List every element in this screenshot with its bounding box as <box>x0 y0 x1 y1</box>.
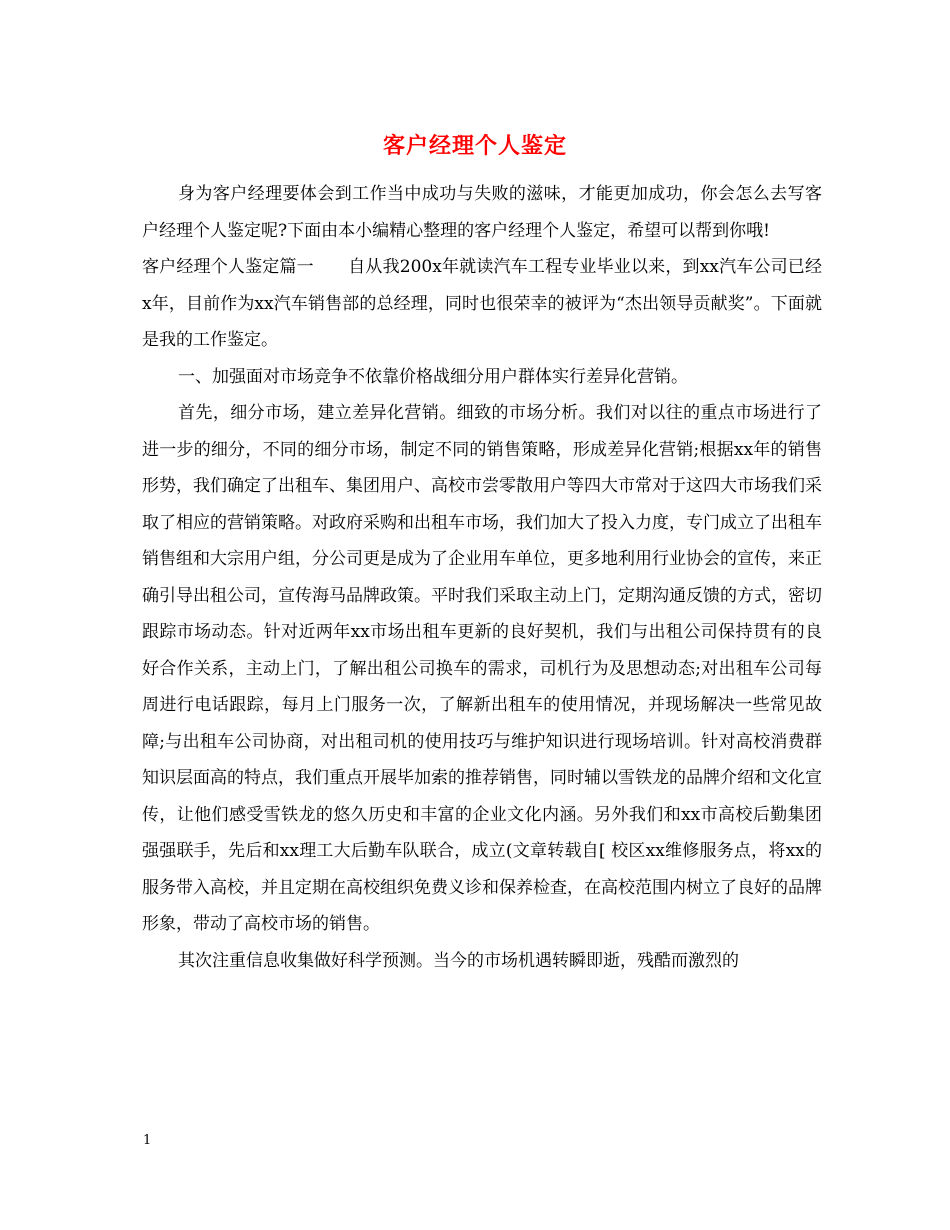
intro-paragraph: 身为客户经理要体会到工作当中成功与失败的滋味，才能更加成功，你会怎么去写客户经理个人鉴定呢?下面由本小编精心整理的客户经理个人鉴定，希望可以帮到你哦! <box>142 184 822 241</box>
page-number: 1 <box>143 1133 152 1148</box>
section-one-paragraph: 客户经理个人鉴定篇一 自从我200x年就读汽车工程专业毕业以来，到xx汽车公司已经x年，目前作为xx汽车销售部的总经理，同时也很荣幸的被评为“杰出领导贡献奖”。下面就是我的工作鉴定。 <box>142 257 822 350</box>
document-body <box>142 176 822 979</box>
market-segmentation-paragraph: 首先，细分市场，建立差异化营销。细致的市场分析。我们对以往的重点市场进行了进一步的细分，不同的细分市场，制定不同的销售策略，形成差异化营销;根据xx年的销售形势，我们确定了出租车、集团用户、高校市尝零散用户等四大市常对于这四大市场我们采取了相应的营销策略。对政府采购和出租车市场，我们加大了投入力度，专门成立了出租车销售组和大宗用户组，分公司更是成为了企业用车单位，更多地利用行业协会的宣传，来正确引导出租公司，宣传海马品牌政策。平时我们采取主动上门，定期沟通反馈的方式，密切跟踪市场动态。针对近两年xx市场出租车更新的良好契机，我们与出租公司保持贯有的良好合作关系，主动上门，了解出租公司换车的需求，司机行为及思想动态;对出租车公司每周进行电话跟踪，每月上门服务一次，了解新出租车的使用情况，并现场解决一些常见故障;与出租车公司协商，对出租司机的使用技巧与维护知识进行现场培训。针对高校消费群知识层面高的特点，我们重点开展毕加索的推荐销售，同时辅以雪铁龙的品牌介绍和文化宣传，让他们感受雪铁龙的悠久历史和丰富的企业文化内涵。另外我们和xx市高校后勤集团强强联手，先后和xx理工大后勤车队联合，成立(文章转载自[ 校区xx维修服务点，将xx的服务带入高校，并且定期在高校组织免费义诊和保养检查，在高校范围内树立了良好的品牌形象，带动了高校市场的销售。 <box>142 403 822 934</box>
information-collection-paragraph: 其次注重信息收集做好科学预测。当今的市场机遇转瞬即逝，残酷而激烈的 <box>178 950 739 971</box>
document-title: 客户经理个人鉴定 <box>382 133 567 159</box>
heading-paragraph: 一、加强面对市场竞争不依靠价格战细分用户群体实行差异化营销。 <box>178 366 688 387</box>
